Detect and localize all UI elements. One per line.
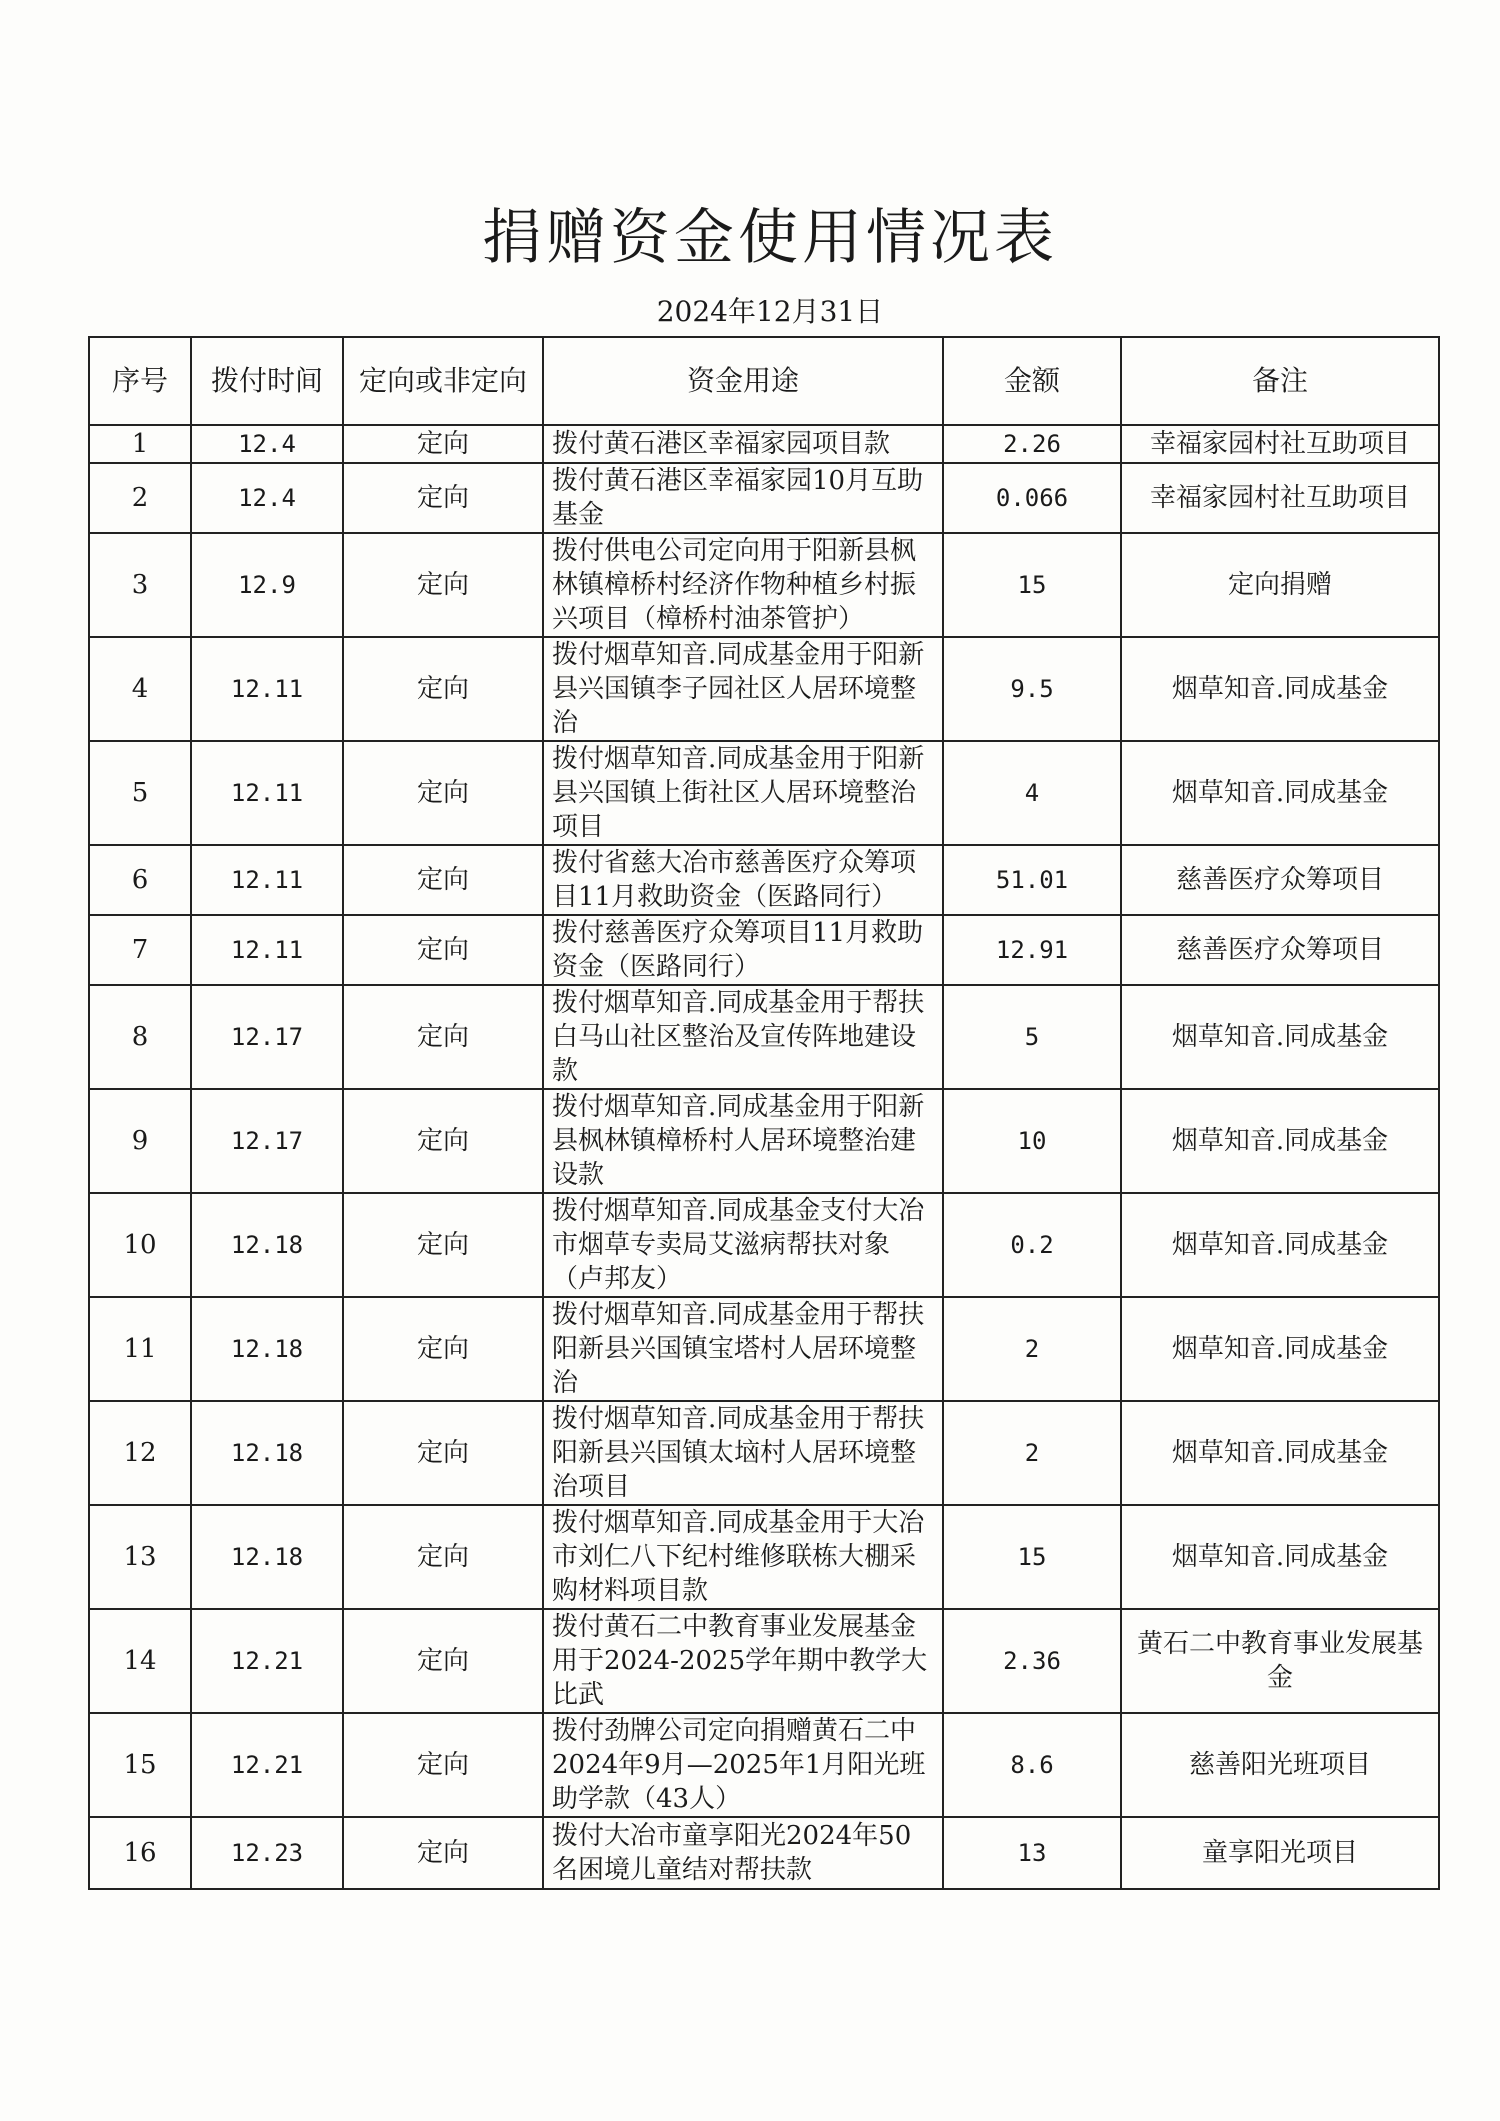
page-title: 捐赠资金使用情况表 [482, 203, 1058, 273]
table-row [89, 1401, 1439, 1505]
cell-remarks: 定向捐赠 [1121, 533, 1439, 637]
cell-fund-purpose: 拨付烟草知音.同成基金用于阳新县兴国镇上街社区人居环境整治项目 [543, 741, 943, 845]
table-row [89, 985, 1439, 1089]
table-row [89, 1297, 1439, 1401]
cell-fund-purpose: 拨付烟草知音.同成基金用于阳新县兴国镇李子园社区人居环境整治 [543, 637, 943, 741]
cell-amount: 51.01 [943, 845, 1121, 915]
cell-fund-purpose: 拨付烟草知音.同成基金用于帮扶白马山社区整治及宣传阵地建设款 [543, 985, 943, 1089]
cell-fund-purpose: 拨付供电公司定向用于阳新县枫林镇樟桥村经济作物种植乡村振兴项目（樟桥村油茶管护） [543, 533, 943, 637]
cell-directed-type: 定向 [343, 845, 543, 915]
cell-amount: 4 [943, 741, 1121, 845]
cell-amount: 2 [943, 1401, 1121, 1505]
table-row [89, 1505, 1439, 1609]
cell-amount: 12.91 [943, 915, 1121, 985]
cell-directed-type: 定向 [343, 463, 543, 533]
cell-directed-type: 定向 [343, 1401, 543, 1505]
cell-amount: 2.26 [943, 425, 1121, 463]
cell-remarks: 烟草知音.同成基金 [1121, 985, 1439, 1089]
cell-fund-purpose: 拨付烟草知音.同成基金用于帮扶阳新县兴国镇太垴村人居环境整治项目 [543, 1401, 943, 1505]
table-row [89, 425, 1439, 463]
cell-directed-type: 定向 [343, 1297, 543, 1401]
cell-payment-time: 12.18 [191, 1401, 343, 1505]
cell-serial-number: 7 [89, 915, 191, 985]
cell-directed-type: 定向 [343, 741, 543, 845]
cell-payment-time: 12.21 [191, 1609, 343, 1713]
cell-serial-number: 2 [89, 463, 191, 533]
table-row [89, 1089, 1439, 1193]
table-row [89, 915, 1439, 985]
header-payment-time: 拨付时间 [191, 337, 343, 425]
cell-directed-type: 定向 [343, 1193, 543, 1297]
cell-fund-purpose: 拨付黄石二中教育事业发展基金用于2024-2025学年期中教学大比武 [543, 1609, 943, 1713]
cell-remarks: 慈善医疗众筹项目 [1121, 915, 1439, 985]
cell-payment-time: 12.11 [191, 915, 343, 985]
header-fund-purpose: 资金用途 [543, 337, 943, 425]
cell-directed-type: 定向 [343, 533, 543, 637]
cell-payment-time: 12.11 [191, 637, 343, 741]
cell-remarks: 幸福家园村社互助项目 [1121, 425, 1439, 463]
table-row [89, 1713, 1439, 1817]
header-directed-type: 定向或非定向 [343, 337, 543, 425]
header-serial-number: 序号 [89, 337, 191, 425]
cell-payment-time: 12.11 [191, 845, 343, 915]
cell-serial-number: 10 [89, 1193, 191, 1297]
cell-fund-purpose: 拨付大冶市童享阳光2024年50名困境儿童结对帮扶款 [543, 1817, 943, 1889]
table-row [89, 1817, 1439, 1889]
cell-amount: 2 [943, 1297, 1121, 1401]
cell-fund-purpose: 拨付省慈大冶市慈善医疗众筹项目11月救助资金（医路同行） [543, 845, 943, 915]
cell-amount: 8.6 [943, 1713, 1121, 1817]
cell-payment-time: 12.18 [191, 1297, 343, 1401]
cell-serial-number: 16 [89, 1817, 191, 1889]
cell-directed-type: 定向 [343, 637, 543, 741]
cell-fund-purpose: 拨付烟草知音.同成基金支付大冶市烟草专卖局艾滋病帮扶对象（卢邦友） [543, 1193, 943, 1297]
cell-payment-time: 12.23 [191, 1817, 343, 1889]
cell-remarks: 烟草知音.同成基金 [1121, 1401, 1439, 1505]
table-row [89, 637, 1439, 741]
cell-remarks: 烟草知音.同成基金 [1121, 1089, 1439, 1193]
report-date: 2024年12月31日 [656, 295, 884, 328]
cell-payment-time: 12.11 [191, 741, 343, 845]
cell-serial-number: 14 [89, 1609, 191, 1713]
cell-remarks: 烟草知音.同成基金 [1121, 637, 1439, 741]
cell-serial-number: 5 [89, 741, 191, 845]
table-row [89, 1193, 1439, 1297]
cell-serial-number: 8 [89, 985, 191, 1089]
cell-amount: 10 [943, 1089, 1121, 1193]
cell-amount: 15 [943, 1505, 1121, 1609]
cell-serial-number: 12 [89, 1401, 191, 1505]
cell-amount: 5 [943, 985, 1121, 1089]
cell-payment-time: 12.18 [191, 1193, 343, 1297]
cell-directed-type: 定向 [343, 1609, 543, 1713]
cell-directed-type: 定向 [343, 1089, 543, 1193]
cell-amount: 13 [943, 1817, 1121, 1889]
table-row [89, 845, 1439, 915]
cell-payment-time: 12.21 [191, 1713, 343, 1817]
cell-fund-purpose: 拨付烟草知音.同成基金用于大冶市刘仁八下纪村维修联栋大棚采购材料项目款 [543, 1505, 943, 1609]
cell-directed-type: 定向 [343, 985, 543, 1089]
donation-usage-table [88, 336, 1440, 1890]
cell-payment-time: 12.17 [191, 985, 343, 1089]
cell-remarks: 幸福家园村社互助项目 [1121, 463, 1439, 533]
cell-directed-type: 定向 [343, 425, 543, 463]
cell-remarks: 慈善阳光班项目 [1121, 1713, 1439, 1817]
table-header-row [89, 337, 1439, 425]
cell-fund-purpose: 拨付劲牌公司定向捐赠黄石二中2024年9月—2025年1月阳光班助学款（43人） [543, 1713, 943, 1817]
cell-serial-number: 13 [89, 1505, 191, 1609]
cell-fund-purpose: 拨付烟草知音.同成基金用于帮扶阳新县兴国镇宝塔村人居环境整治 [543, 1297, 943, 1401]
cell-serial-number: 4 [89, 637, 191, 741]
cell-payment-time: 12.17 [191, 1089, 343, 1193]
cell-serial-number: 6 [89, 845, 191, 915]
cell-payment-time: 12.18 [191, 1505, 343, 1609]
cell-remarks: 慈善医疗众筹项目 [1121, 845, 1439, 915]
cell-remarks: 烟草知音.同成基金 [1121, 1193, 1439, 1297]
table-row [89, 463, 1439, 533]
cell-directed-type: 定向 [343, 915, 543, 985]
table-row [89, 741, 1439, 845]
cell-amount: 0.066 [943, 463, 1121, 533]
cell-payment-time: 12.9 [191, 533, 343, 637]
cell-amount: 9.5 [943, 637, 1121, 741]
cell-directed-type: 定向 [343, 1505, 543, 1609]
table-row [89, 1609, 1439, 1713]
cell-payment-time: 12.4 [191, 463, 343, 533]
cell-remarks: 童享阳光项目 [1121, 1817, 1439, 1889]
cell-fund-purpose: 拨付黄石港区幸福家园项目款 [543, 425, 943, 463]
cell-serial-number: 9 [89, 1089, 191, 1193]
cell-remarks: 烟草知音.同成基金 [1121, 741, 1439, 845]
cell-fund-purpose: 拨付黄石港区幸福家园10月互助基金 [543, 463, 943, 533]
cell-remarks: 烟草知音.同成基金 [1121, 1505, 1439, 1609]
cell-fund-purpose: 拨付烟草知音.同成基金用于阳新县枫林镇樟桥村人居环境整治建设款 [543, 1089, 943, 1193]
cell-serial-number: 11 [89, 1297, 191, 1401]
cell-serial-number: 15 [89, 1713, 191, 1817]
cell-fund-purpose: 拨付慈善医疗众筹项目11月救助资金（医路同行） [543, 915, 943, 985]
cell-amount: 15 [943, 533, 1121, 637]
cell-serial-number: 1 [89, 425, 191, 463]
header-amount: 金额 [943, 337, 1121, 425]
cell-amount: 2.36 [943, 1609, 1121, 1713]
header-remarks: 备注 [1121, 337, 1439, 425]
cell-directed-type: 定向 [343, 1817, 543, 1889]
cell-payment-time: 12.4 [191, 425, 343, 463]
cell-serial-number: 3 [89, 533, 191, 637]
cell-directed-type: 定向 [343, 1713, 543, 1817]
cell-remarks: 烟草知音.同成基金 [1121, 1297, 1439, 1401]
table-row [89, 533, 1439, 637]
cell-amount: 0.2 [943, 1193, 1121, 1297]
cell-remarks: 黄石二中教育事业发展基金 [1121, 1609, 1439, 1713]
